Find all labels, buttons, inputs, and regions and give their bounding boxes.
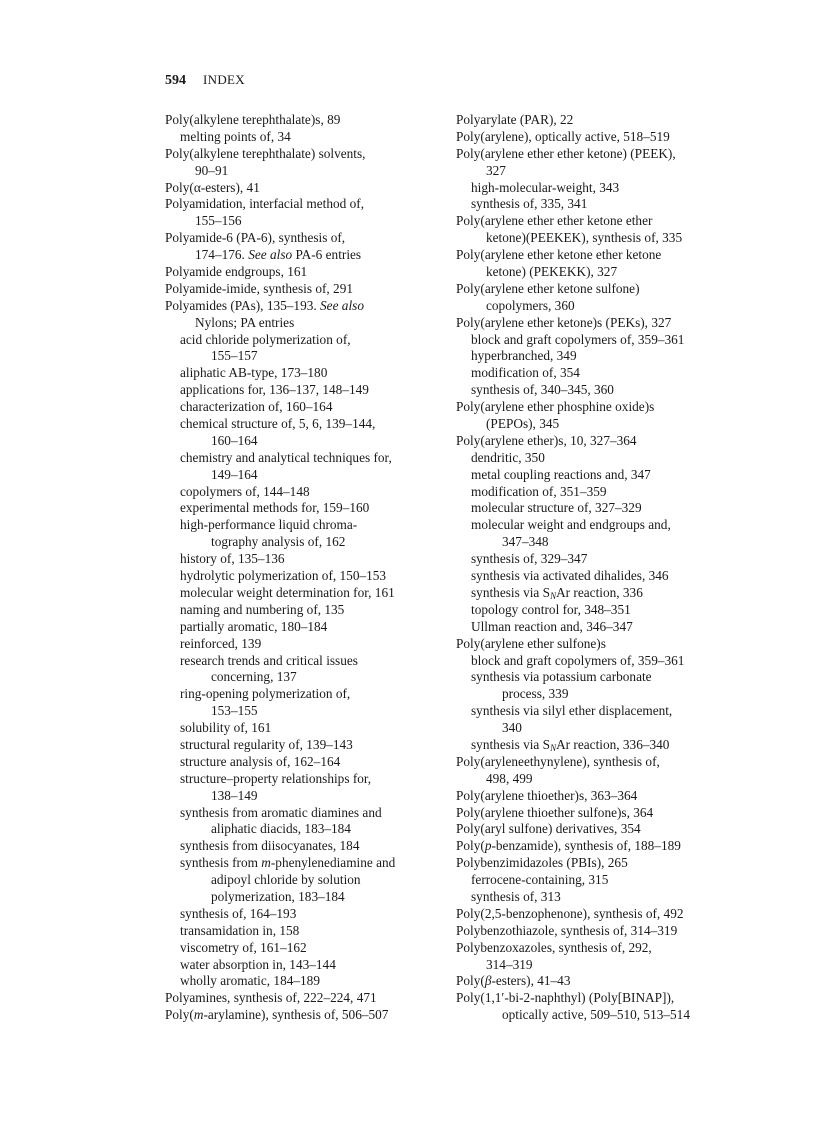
entry-text: concerning, 137 bbox=[211, 669, 297, 685]
index-continuation bbox=[165, 315, 455, 332]
index-entry bbox=[456, 281, 756, 298]
index-entry bbox=[456, 754, 756, 771]
entry-text: dendritic, 350 bbox=[471, 449, 545, 465]
entry-text: Poly(arylene ether phosphine oxide)s bbox=[456, 399, 655, 415]
entry-text: Poly( bbox=[456, 973, 485, 989]
index-subentry bbox=[456, 889, 756, 906]
entry-text: hydrolytic polymerization of, 150–153 bbox=[180, 568, 387, 584]
entry-text: 138–149 bbox=[211, 787, 258, 803]
entry-tail: Ar reaction, 336 bbox=[556, 584, 643, 600]
entry-text: 90–91 bbox=[195, 162, 229, 178]
entry-text: structural regularity of, 139–143 bbox=[180, 736, 353, 752]
entry-text: history of, 135–136 bbox=[180, 551, 285, 567]
index-subentry bbox=[165, 940, 455, 957]
entry-text: synthesis via potassium carbonate bbox=[471, 669, 652, 685]
entry-text: chemical structure of, 5, 6, 139–144, bbox=[180, 416, 376, 432]
index-subentry bbox=[165, 737, 455, 754]
entry-text: Polybenzimidazoles (PBIs), 265 bbox=[456, 855, 628, 871]
entry-text: reinforced, 139 bbox=[180, 635, 262, 651]
index-subentry bbox=[165, 653, 455, 670]
entry-text: synthesis of, 313 bbox=[471, 888, 561, 904]
page-header bbox=[165, 72, 245, 89]
entry-italic: p bbox=[484, 838, 492, 854]
entry-text: Poly(arylene ether ether ketone) (PEEK), bbox=[456, 145, 676, 161]
entry-tail: -arylamine), synthesis of, 506–507 bbox=[203, 1007, 389, 1023]
index-entry bbox=[456, 433, 756, 450]
entry-text: Polybenzothiazole, synthesis of, 314–319 bbox=[456, 922, 678, 938]
entry-text: wholly aromatic, 184–189 bbox=[180, 973, 320, 989]
entry-text: synthesis via S bbox=[471, 736, 551, 752]
entry-text: ketone) (PEKEKK), 327 bbox=[486, 264, 618, 280]
entry-text: hyperbranched, 349 bbox=[471, 348, 577, 364]
entry-text: Poly(1,1′-bi-2-naphthyl) (Poly[BINAP]), bbox=[456, 990, 675, 1006]
entry-text: Polyamines, synthesis of, 222–224, 471 bbox=[165, 990, 377, 1006]
entry-text: 174–176. bbox=[195, 247, 245, 263]
index-continuation bbox=[165, 788, 455, 805]
entry-text: Poly(arylene ether sulfone)s bbox=[456, 635, 606, 651]
index-entry bbox=[456, 129, 756, 146]
entry-text: Polyamides (PAs), 135–193. bbox=[165, 297, 317, 313]
entry-text: 327 bbox=[486, 162, 506, 178]
index-continuation bbox=[456, 298, 756, 315]
index-entry bbox=[456, 940, 756, 957]
entry-text: Polyarylate (PAR), 22 bbox=[456, 112, 574, 127]
entry-text: ferrocene-containing, 315 bbox=[471, 872, 609, 888]
index-entry bbox=[165, 180, 455, 197]
entry-text: Poly(arylene thioether sulfone)s, 364 bbox=[456, 804, 654, 820]
index-subentry bbox=[165, 973, 455, 990]
entry-text: chemistry and analytical techniques for, bbox=[180, 449, 392, 465]
index-subentry bbox=[165, 332, 455, 349]
entry-text: process, 339 bbox=[502, 686, 569, 702]
entry-text: viscometry of, 161–162 bbox=[180, 939, 307, 955]
entry-text: 153–155 bbox=[211, 703, 258, 719]
index-subentry bbox=[456, 196, 756, 213]
entry-text: adipoyl chloride by solution bbox=[211, 872, 361, 888]
index-continuation bbox=[456, 957, 756, 974]
index-continuation bbox=[456, 163, 756, 180]
index-subentry bbox=[165, 416, 455, 433]
index-continuation bbox=[165, 889, 455, 906]
entry-text: Poly(arylene thioether)s, 363–364 bbox=[456, 787, 638, 803]
entry-italic: β bbox=[484, 973, 492, 989]
entry-text: Polybenzoxazoles, synthesis of, 292, bbox=[456, 939, 652, 955]
index-subentry bbox=[165, 568, 455, 585]
entry-text: Polyamide-6 (PA-6), synthesis of, bbox=[165, 230, 346, 246]
entry-text: optically active, 509–510, 513–514 bbox=[502, 1007, 690, 1023]
index-entry bbox=[165, 281, 455, 298]
entry-text: 347–348 bbox=[502, 534, 549, 550]
entry-text: block and graft copolymers of, 359–361 bbox=[471, 331, 685, 347]
entry-text: Poly(aryl sulfone) derivatives, 354 bbox=[456, 821, 641, 837]
index-subentry bbox=[165, 855, 455, 872]
index-subentry bbox=[165, 754, 455, 771]
index-continuation bbox=[165, 703, 455, 720]
entry-text: structure analysis of, 162–164 bbox=[180, 753, 341, 769]
entry-text: ring-opening polymerization of, bbox=[180, 686, 351, 702]
index-subentry bbox=[456, 517, 756, 534]
index-entry bbox=[165, 112, 455, 129]
entry-text: experimental methods for, 159–160 bbox=[180, 500, 370, 516]
entry-text: acid chloride polymerization of, bbox=[180, 331, 351, 347]
entry-text: applications for, 136–137, 148–149 bbox=[180, 382, 369, 398]
entry-text: Polyamidation, interfacial method of, bbox=[165, 196, 365, 212]
entry-tail: -phenylenediamine and bbox=[270, 855, 396, 871]
entry-text: high-performance liquid chroma- bbox=[180, 517, 358, 533]
entry-text: naming and numbering of, 135 bbox=[180, 601, 345, 617]
index-subentry bbox=[165, 382, 455, 399]
index-subentry bbox=[456, 467, 756, 484]
index-entry bbox=[456, 213, 756, 230]
index-subentry bbox=[456, 737, 756, 754]
entry-text: molecular structure of, 327–329 bbox=[471, 500, 642, 516]
index-continuation bbox=[456, 264, 756, 281]
entry-text: tography analysis of, 162 bbox=[211, 534, 346, 550]
index-continuation bbox=[165, 247, 455, 264]
entry-text: aliphatic AB-type, 173–180 bbox=[180, 365, 328, 381]
entry-text: 314–319 bbox=[486, 956, 533, 972]
index-subentry bbox=[456, 180, 756, 197]
entry-text: polymerization, 183–184 bbox=[211, 888, 345, 904]
index-subentry bbox=[456, 568, 756, 585]
entry-text: Poly(arylene ether ether ketone ether bbox=[456, 213, 653, 229]
index-entry bbox=[165, 1007, 455, 1024]
index-subentry bbox=[456, 484, 756, 501]
index-entry bbox=[456, 805, 756, 822]
entry-text: Polyamide-imide, synthesis of, 291 bbox=[165, 280, 353, 296]
index-subentry bbox=[456, 551, 756, 568]
entry-text: water absorption in, 143–144 bbox=[180, 956, 336, 972]
index-continuation bbox=[165, 467, 455, 484]
index-entry bbox=[165, 264, 455, 281]
page-number: 594 bbox=[165, 73, 186, 88]
entry-text: Poly(2,5-benzophenone), synthesis of, 492 bbox=[456, 905, 684, 921]
entry-text: Poly(arylene ether ketone ether ketone bbox=[456, 247, 662, 263]
entry-text: aliphatic diacids, 183–184 bbox=[211, 821, 351, 837]
entry-text: Poly(arylene ether)s, 10, 327–364 bbox=[456, 432, 637, 448]
index-column-right bbox=[456, 112, 756, 1024]
entry-text: synthesis from diisocyanates, 184 bbox=[180, 838, 360, 854]
entry-text: Polyamide endgroups, 161 bbox=[165, 264, 308, 280]
index-subentry bbox=[456, 703, 756, 720]
index-continuation bbox=[456, 416, 756, 433]
entry-text: high-molecular-weight, 343 bbox=[471, 179, 620, 195]
entry-text: synthesis of, 335, 341 bbox=[471, 196, 588, 212]
entry-text: topology control for, 348–351 bbox=[471, 601, 631, 617]
index-entry bbox=[456, 990, 756, 1007]
index-continuation bbox=[456, 686, 756, 703]
entry-text: synthesis via activated dihalides, 346 bbox=[471, 568, 669, 584]
entry-text: Poly(alkylene terephthalate) solvents, bbox=[165, 145, 366, 161]
index-subentry bbox=[456, 332, 756, 349]
index-subentry bbox=[165, 838, 455, 855]
index-subentry bbox=[456, 669, 756, 686]
index-subentry bbox=[165, 517, 455, 534]
index-entry bbox=[165, 990, 455, 1007]
entry-italic: See also bbox=[248, 247, 293, 263]
index-continuation bbox=[165, 433, 455, 450]
entry-text: 160–164 bbox=[211, 432, 258, 448]
index-subentry bbox=[165, 619, 455, 636]
entry-tail: Ar reaction, 336–340 bbox=[556, 736, 670, 752]
index-entry bbox=[456, 973, 756, 990]
index-subentry bbox=[165, 500, 455, 517]
entry-tail: -benzamide), synthesis of, 188–189 bbox=[491, 838, 681, 854]
entry-text: 498, 499 bbox=[486, 770, 533, 786]
entry-text: Poly(arylene ether ketone sulfone) bbox=[456, 280, 640, 296]
entry-italic: See also bbox=[320, 297, 364, 313]
index-subentry bbox=[165, 906, 455, 923]
index-entry bbox=[165, 298, 455, 315]
entry-text: Poly(aryleneethynylene), synthesis of, bbox=[456, 753, 660, 769]
index-entry bbox=[456, 838, 756, 855]
entry-text: synthesis from bbox=[180, 855, 262, 871]
entry-text: 149–164 bbox=[211, 466, 258, 482]
entry-text: copolymers of, 144–148 bbox=[180, 483, 310, 499]
index-subentry bbox=[165, 771, 455, 788]
entry-text: 340 bbox=[502, 720, 522, 736]
entry-text: synthesis of, 329–347 bbox=[471, 551, 588, 567]
entry-text: synthesis via S bbox=[471, 584, 551, 600]
index-entry bbox=[456, 906, 756, 923]
index-continuation bbox=[165, 348, 455, 365]
index-continuation bbox=[456, 1007, 756, 1024]
index-column-left bbox=[165, 112, 455, 1024]
index-subentry bbox=[456, 365, 756, 382]
index-continuation bbox=[165, 669, 455, 686]
index-subentry bbox=[165, 551, 455, 568]
index-continuation bbox=[456, 230, 756, 247]
entry-tail: PA-6 entries bbox=[292, 247, 362, 263]
entry-text: characterization of, 160–164 bbox=[180, 399, 333, 415]
entry-text: modification of, 351–359 bbox=[471, 483, 607, 499]
entry-text: modification of, 354 bbox=[471, 365, 580, 381]
entry-text: partially aromatic, 180–184 bbox=[180, 618, 328, 634]
entry-text: ketone)(PEEKEK), synthesis of, 335 bbox=[486, 230, 683, 246]
index-subentry bbox=[456, 585, 756, 602]
entry-text: 155–157 bbox=[211, 348, 258, 364]
entry-text: Ullman reaction and, 346–347 bbox=[471, 618, 633, 634]
entry-text: structure–property relationships for, bbox=[180, 770, 372, 786]
index-entry bbox=[456, 315, 756, 332]
index-continuation bbox=[165, 821, 455, 838]
entry-text: solubility of, 161 bbox=[180, 720, 272, 736]
index-subentry bbox=[456, 382, 756, 399]
entry-italic: m bbox=[261, 855, 271, 871]
entry-text: transamidation in, 158 bbox=[180, 922, 300, 938]
index-subentry bbox=[165, 399, 455, 416]
entry-tail: -esters), 41–43 bbox=[491, 973, 571, 989]
index-subentry bbox=[165, 484, 455, 501]
index-entry bbox=[456, 788, 756, 805]
index-continuation bbox=[165, 163, 455, 180]
running-head: INDEX bbox=[203, 72, 245, 87]
index-entry bbox=[456, 247, 756, 264]
entry-text: Poly( bbox=[165, 1007, 194, 1023]
index-subentry bbox=[165, 585, 455, 602]
index-entry bbox=[165, 196, 455, 213]
index-entry bbox=[165, 146, 455, 163]
entry-text: synthesis from aromatic diamines and bbox=[180, 804, 382, 820]
index-subentry bbox=[456, 653, 756, 670]
index-entry bbox=[456, 923, 756, 940]
index-subentry bbox=[456, 602, 756, 619]
index-subentry bbox=[165, 636, 455, 653]
entry-text: molecular weight and endgroups and, bbox=[471, 517, 671, 533]
entry-text: metal coupling reactions and, 347 bbox=[471, 466, 651, 482]
entry-text: research trends and critical issues bbox=[180, 652, 358, 668]
index-subentry bbox=[165, 365, 455, 382]
entry-text: (PEPOs), 345 bbox=[486, 416, 560, 432]
index-entry bbox=[456, 399, 756, 416]
index-entry bbox=[456, 855, 756, 872]
entry-text: molecular weight determination for, 161 bbox=[180, 584, 395, 600]
index-continuation bbox=[165, 534, 455, 551]
index-subentry bbox=[165, 450, 455, 467]
index-entry bbox=[456, 636, 756, 653]
entry-subscript: N bbox=[550, 590, 557, 601]
index-subentry bbox=[456, 450, 756, 467]
entry-subscript: N bbox=[550, 742, 557, 753]
entry-text: block and graft copolymers of, 359–361 bbox=[471, 652, 685, 668]
index-continuation bbox=[165, 213, 455, 230]
index-entry bbox=[456, 146, 756, 163]
entry-text: Poly(alkylene terephthalate)s, 89 bbox=[165, 112, 341, 127]
index-subentry bbox=[456, 872, 756, 889]
index-subentry bbox=[456, 500, 756, 517]
index-continuation bbox=[165, 872, 455, 889]
index-subentry bbox=[456, 619, 756, 636]
index-continuation bbox=[456, 534, 756, 551]
index-subentry bbox=[165, 686, 455, 703]
index-subentry bbox=[165, 129, 455, 146]
index-subentry bbox=[165, 720, 455, 737]
entry-text: copolymers, 360 bbox=[486, 297, 575, 313]
entry-text: Poly( bbox=[456, 838, 485, 854]
index-entry bbox=[165, 230, 455, 247]
index-subentry bbox=[165, 602, 455, 619]
index-continuation bbox=[456, 771, 756, 788]
index-continuation bbox=[456, 720, 756, 737]
entry-text: Nylons; PA entries bbox=[195, 314, 295, 330]
index-subentry bbox=[165, 923, 455, 940]
index-entry bbox=[456, 821, 756, 838]
index-subentry bbox=[165, 805, 455, 822]
entry-text: synthesis via silyl ether displacement, bbox=[471, 703, 673, 719]
entry-text: Poly(α-esters), 41 bbox=[165, 179, 260, 195]
index-entry bbox=[456, 112, 756, 129]
entry-text: 155–156 bbox=[195, 213, 242, 229]
index-subentry bbox=[456, 348, 756, 365]
index-subentry bbox=[165, 957, 455, 974]
entry-italic: m bbox=[193, 1007, 204, 1023]
entry-text: Poly(arylene ether ketone)s (PEKs), 327 bbox=[456, 314, 672, 330]
entry-text: Poly(arylene), optically active, 518–519 bbox=[456, 128, 670, 144]
entry-text: synthesis of, 164–193 bbox=[180, 905, 297, 921]
entry-text: melting points of, 34 bbox=[180, 128, 291, 144]
entry-text: synthesis of, 340–345, 360 bbox=[471, 382, 614, 398]
